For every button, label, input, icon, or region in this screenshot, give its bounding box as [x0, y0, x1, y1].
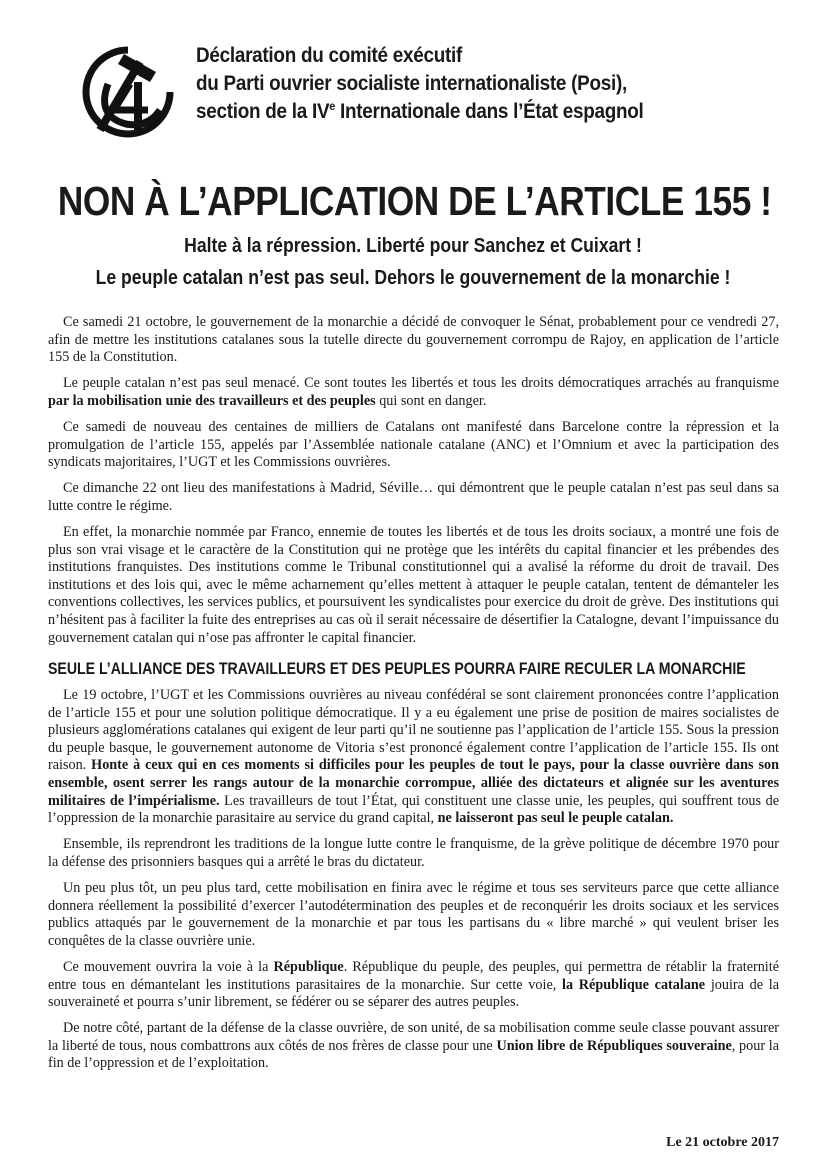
header-line-2: du Parti ouvrier socialiste internationaliste (Posi), [196, 72, 628, 95]
subtitle-2: Le peuple catalan n’est pas seul. Dehors le gouvernement de la monarchie ! [95, 267, 731, 289]
signature-date: Le 21 octobre 2017 [666, 1135, 779, 1150]
paragraph-10 [48, 1020, 779, 1073]
paragraph-10-text-c: , pour la fin de l’oppression et de l’exploitation. [48, 1037, 779, 1072]
page-title: NON À L’APPLICATION DE L’ARTICLE 155 ! [57, 178, 772, 224]
paragraph-9-text-a: Ce mouvement ouvrira la voie à la [63, 958, 274, 975]
paragraph-9 [48, 959, 779, 1012]
paragraph-2-text-c: qui sont en danger. [375, 392, 487, 409]
fourth-international-logo-icon [78, 44, 178, 142]
header-line-3-start: section de la IV [196, 100, 330, 123]
subtitle-1: Halte à la répression. Liberté pour Sanchez et Cuixart ! [184, 235, 642, 257]
paragraph-7: Ensemble, ils reprendront les traditions de la longue lutte contre le franquisme, de la grève politique de décembre 1970 pour la défense des prisonniers basques qui a arrêté le bras du dictateur. [48, 836, 779, 870]
paragraph-10-bold-b: Union libre de Républiques souveraine [496, 1037, 732, 1054]
paragraph-9-bold-b: République [273, 958, 344, 975]
header [78, 40, 778, 140]
paragraph-3: Ce samedi de nouveau des centaines de milliers de Catalans ont manifesté dans Barcelone contre la répression et la promulgation de l’article 155, appelés par l’Assemblée nationale catalane (ANC) et l’Omnium et avec la participation des syndicats majoritaires, l’UGT et les Commissions ouvrières. [48, 418, 779, 471]
paragraph-8: Un peu plus tôt, un peu plus tard, cette mobilisation en finira avec le régime et tous ses serviteurs parce que cette alliance donnera réellement la possibilité d’exercer l’autodétermination des peuples et de reconquérir les droits sociaux et les services publics attaqués par le gouvernement de la monarchie et par tous les partisans du « libre marché » qui veulent briser les conquêtes de la classe ouvrière unie. [48, 880, 779, 949]
paragraph-9-text-e: jouira de la souveraineté et pourra s’unir librement, se fédérer ou se séparer des autres peuples. [48, 976, 779, 1011]
paragraph-2-bold: par la mobilisation unie des travailleurs et des peuples [48, 392, 376, 409]
paragraph-6-text-c: Les travailleurs de tout l’État, qui constituent une classe unie, les peuples, qui souffrent tous de l’oppression de la monarchie parasitaire au service du grand capital, [48, 792, 779, 827]
header-line-1: Déclaration du comité exécutif [196, 44, 463, 67]
paragraph-6-text-a: Le 19 octobre, l’UGT et les Commissions ouvrières au niveau confédéral se sont clairement prononcées contre l’application de l’article 155 et pour une solution politique démocratique. Il y a eu également une prise de position de maires socialistes de plusieurs agglomérations catalanes qui exigent de leur parti qu’il ne soutienne pas l’application de l’article 155. Sous la pression du peuple basque, le gouvernement autonome de Vitoria s’est prononcé également contre l’application de l’article 155. Ils ont raison. [48, 687, 779, 774]
paragraph-9-bold-d: la République catalane [562, 976, 706, 993]
header-text [196, 42, 736, 126]
header-line-3 [196, 98, 736, 126]
paragraph-6-bold-b: Honte à ceux qui en ces moments si difficiles pour les peuples de tout le pays, pour la classe ouvrière dans son ensemble, osent serrer les rangs autour de la monarchie corrompue, alliée des dictateurs et alignée sur les aventures militaires de l’impérialisme. [48, 757, 779, 809]
section-heading: SEULE L’ALLIANCE DES TRAVAILLEURS ET DES PEUPLES POURRA FAIRE RECULER LA MONARCHIE [48, 659, 746, 679]
paragraph-4: Ce dimanche 22 ont lieu des manifestations à Madrid, Séville… qui démontrent que le peuple catalan n’est pas seul dans sa lutte contre le régime. [48, 480, 779, 514]
paragraph-6 [48, 687, 779, 828]
paragraph-2 [48, 375, 779, 410]
paragraph-9-text-c: . République du peuple, des peuples, qui permettra de rétablir la fraternité entre tous en démantelant les institutions parasitaires de la monarchie. Sur cette voie, [48, 958, 779, 993]
paragraph-10-text-a: De notre côté, partant de la défense de la classe ouvrière, de son unité, de sa mobilisation comme seule classe pouvant assurer la liberté de tous, nous combattrons aux côtés de nos frères de classe pour une [48, 1020, 779, 1054]
article-body [48, 314, 779, 1081]
paragraph-1: Ce samedi 21 octobre, le gouvernement de la monarchie a décidé de convoquer le Sénat, probablement pour ce vendredi 27, afin de mettre les institutions catalanes sous la tutelle directe du gouvernement corrompu de Rajoy, en application de l’article 155 de la Constitution. [48, 314, 779, 366]
paragraph-2-text-a: Le peuple catalan n’est pas seul menacé. Ce sont toutes les libertés et tous les droits démocratiques arrachés au franquisme [63, 375, 779, 392]
paragraph-5: En effet, la monarchie nommée par Franco, ennemie de toutes les libertés et de tous les droits sociaux, a montré une fois de plus son vrai visage et le caractère de la Constitution qui ne protège que les intérêts du capital financier et les prébendes des institutions franquistes. Des institutions comme le Tribunal constitutionnel qui a avalisé la réforme du droit de travail. Des institutions et des lois qui, avec le même acharnement qu’elles mettent à attaquer le peuple catalan, tentent de démanteler les conventions collectives, les services publics, et poursuivent les syndicalistes pour exercice du droit de grève. Des institutions qui n’hésitent pas à faciliter la fuite des entreprises au cas où il serait nécessaire de désertifier la Catalogne, devant l’impuissance du gouvernement catalan qui n’ose pas affronter le capital financier. [48, 523, 779, 646]
header-line-3-end: Internationale dans l’État espagnol [335, 100, 644, 123]
paragraph-6-bold-d: ne laisseront pas seul le peuple catalan. [437, 810, 674, 827]
header-superscript: e [329, 99, 336, 113]
